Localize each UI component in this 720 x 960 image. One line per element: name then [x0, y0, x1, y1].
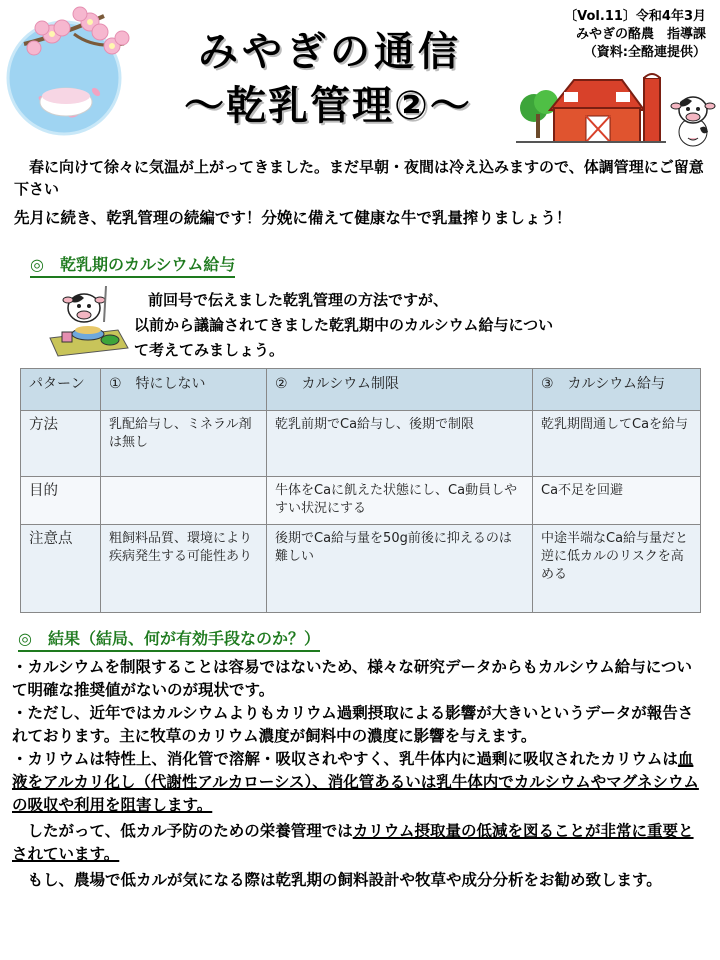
table-cell: 後期でCa給与量を50g前後に抑えるのは難しい: [267, 525, 533, 613]
table-header-cell: ① 特にしない: [101, 369, 267, 411]
result-paragraph-4: [12, 820, 706, 866]
intro-paragraph: 春に向けて徐々に気温が上がってきました。まだ早朝・夜間は冷え込みますので、体調管理にご留意下さい: [14, 158, 704, 198]
cow-mascot-icon: [670, 92, 716, 148]
issuer: みやぎの酪農 指導課: [575, 27, 706, 42]
row-label: 目的: [21, 477, 101, 525]
lead-line-3: て考えてみましょう。: [134, 341, 285, 359]
continuation-line: 先月に続き、乾乳管理の続編です！分娩に備えて健康な牛で乳量搾りましょう！: [14, 209, 572, 227]
result-paragraph-4-text: したがって、低カル予防のための栄養管理では: [12, 822, 353, 840]
result-paragraph-5: もし、農場で低カルが気になる際は乾乳期の飼料設計や牧草や成分分析をお勧め致します。: [12, 871, 662, 889]
source-credit: （資料:全酪連提供）: [583, 45, 706, 60]
row-label: 注意点: [21, 525, 101, 613]
result-paragraph-3-text: ・カリウムは特性上、消化管で溶解・吸収されやすく、乳牛体内に過剰に吸収されたカリウムは: [12, 750, 678, 768]
table-header-cell: パターン: [21, 369, 101, 411]
lead-line-1: 前回号で伝えました乾乳管理の方法ですが、: [148, 291, 449, 309]
table-header-cell: ② カルシウム制限: [267, 369, 533, 411]
newsletter-subtitle: ～乾乳管理②～: [184, 83, 472, 129]
newsletter-title: みやぎの通信: [198, 29, 462, 75]
result-paragraph-4-emphasis: カリウム摂取量の低減を図ることが非常に重要とされています。: [12, 822, 694, 863]
table-header-row: [21, 369, 701, 411]
barn-icon: [516, 70, 666, 148]
table-header-cell: ③ カルシウム給与: [533, 369, 701, 411]
table-row: [21, 411, 701, 477]
result-paragraph-1: ・カルシウムを制限することは容易ではないため、様々な研究データからもカルシウム給与について明確な推奨値がないのが現状です。: [12, 658, 692, 699]
issue-volume-date: 〔Vol.11〕令和4年3月: [564, 9, 706, 24]
table-cell: 乳配給与し、ミネラル剤は無し: [101, 411, 267, 477]
section-heading-results: ◎ 結果（結局、何が有効手段なのか？）: [18, 626, 320, 652]
cow-eating-icon: [48, 278, 130, 358]
table-cell: 乾乳期間通してCaを給与: [533, 411, 701, 477]
table-cell: 乾乳前期でCa給与し、後期で制限: [267, 411, 533, 477]
result-paragraph-3: [12, 748, 706, 817]
calcium-pattern-table: [20, 368, 701, 613]
section1-lead: [134, 288, 664, 363]
table-cell: Ca不足を回避: [533, 477, 701, 525]
table-row: [21, 525, 701, 613]
table-cell: 粗飼料品質、環境により疾病発生する可能性あり: [101, 525, 267, 613]
result-paragraph-2: ・ただし、近年ではカルシウムよりもカリウム過剰摂取による影響が大きいというデータが報告されております。主に牧草のカリウム濃度が飼料中の濃度に影響を与えます。: [12, 704, 694, 745]
table-row: [21, 477, 701, 525]
table-cell: 中途半端なCa給与量だと逆に低カルのリスクを高める: [533, 525, 701, 613]
issue-info: [564, 8, 706, 62]
table-cell: 牛体をCaに飢えた状態にし、Ca動員しやすい状況にする: [267, 477, 533, 525]
row-label: 方法: [21, 411, 101, 477]
results-body: [12, 656, 706, 892]
section-heading-calcium: ◎ 乾乳期のカルシウム給与: [30, 252, 235, 278]
lead-line-2: 以前から議論されてきました乾乳期中のカルシウム給与につい: [134, 316, 554, 334]
result-paragraph-3-emphasis: 血液をアルカリ化し（代謝性アルカローシス）、消化管あるいは乳牛体内でカルシウムやマグネシウムの吸収や利用を阻害します。: [12, 750, 699, 814]
empty-diagonal-cell: [101, 477, 267, 525]
